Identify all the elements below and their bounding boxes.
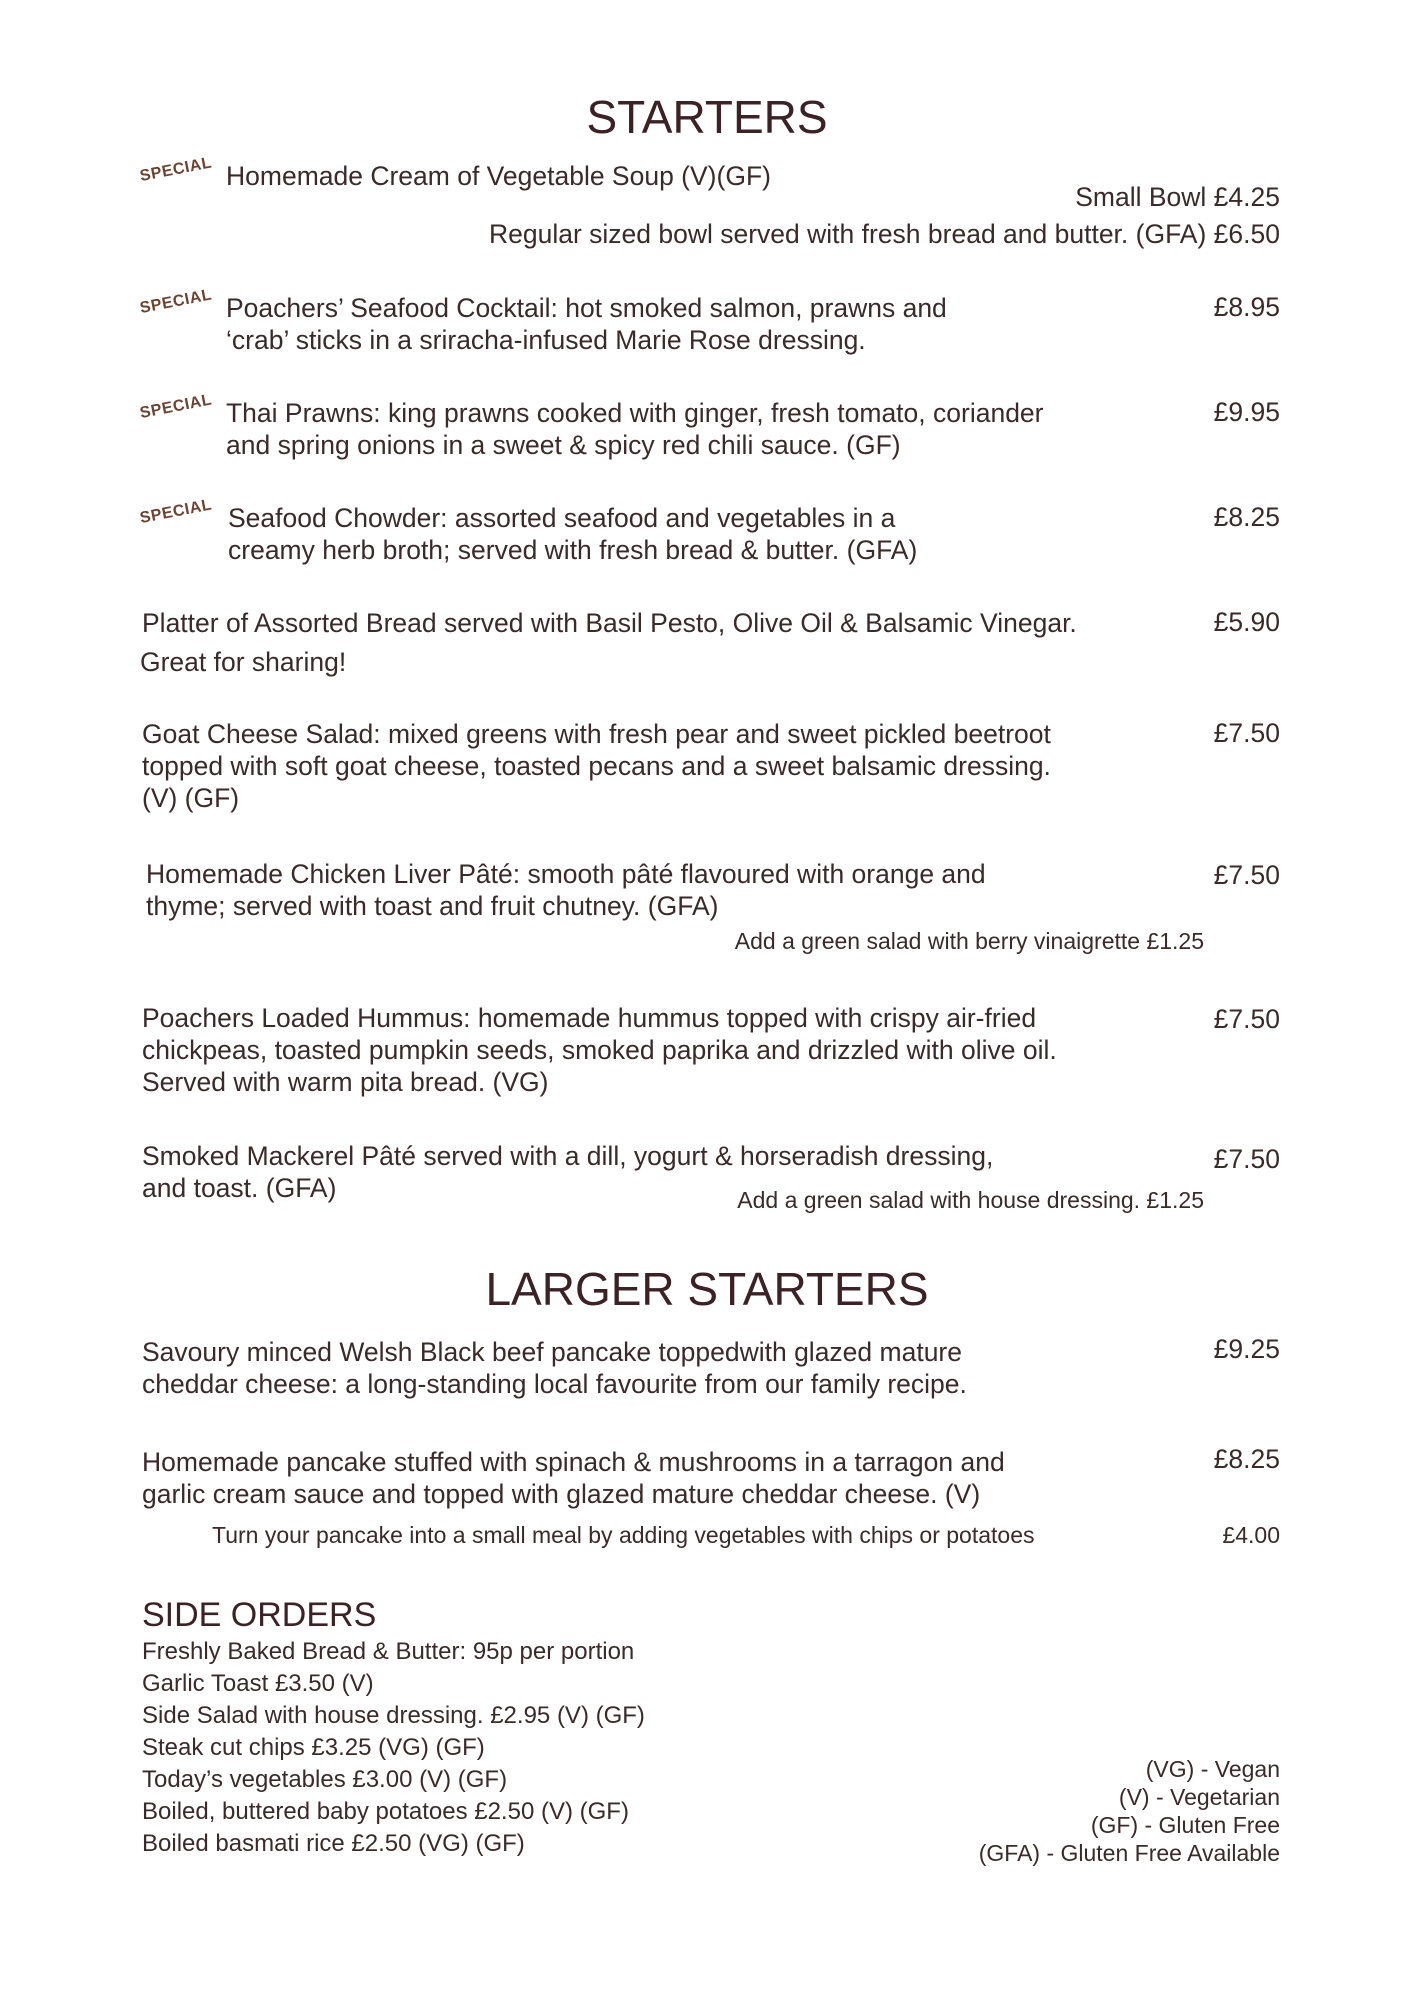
cocktail-line-2: ‘crab’ sticks in a sriracha-infused Marie Rose dressing. xyxy=(226,325,866,355)
liver-line-1: Homemade Chicken Liver Pâté: smooth pâté flavoured with orange and xyxy=(146,859,986,889)
mackerel-line-1: Smoked Mackerel Pâté served with a dill, yogurt & horseradish dressing, xyxy=(142,1141,994,1171)
spinach-price: £8.25 xyxy=(1213,1444,1280,1474)
beef-line-2: cheddar cheese: a long-standing local favourite from our family recipe. xyxy=(142,1369,967,1399)
spinach-line-2: garlic cream sauce and topped with glazed mature cheddar cheese. (V) xyxy=(142,1479,981,1509)
thai-description xyxy=(226,397,1044,461)
soup-small-bowl: Small Bowl £4.25 xyxy=(1075,182,1280,212)
bread-price: £5.90 xyxy=(1213,607,1280,637)
liver-addon: Add a green salad with berry vinaigrette £1.25 xyxy=(734,928,1204,954)
key-vegan: (VG) - Vegan xyxy=(1145,1756,1280,1782)
side-item: Freshly Baked Bread & Butter: 95p per portion xyxy=(142,1638,635,1665)
spinach-line-1: Homemade pancake stuffed with spinach & mushrooms in a tarragon and xyxy=(142,1447,1005,1477)
side-item: Side Salad with house dressing. £2.95 (V) (GF) xyxy=(142,1702,645,1729)
cocktail-line-1: Poachers’ Seafood Cocktail: hot smoked salmon, prawns and xyxy=(226,293,947,323)
thai-line-1: Thai Prawns: king prawns cooked with ginger, fresh tomato, coriander xyxy=(226,398,1044,428)
goat-line-2: topped with soft goat cheese, toasted pecans and a sweet balsamic dressing. xyxy=(142,751,1051,781)
mackerel-price: £7.50 xyxy=(1213,1144,1280,1174)
meal-price: £4.00 xyxy=(1222,1522,1280,1548)
hummus-line-1: Poachers Loaded Hummus: homemade hummus topped with crispy air-fried xyxy=(142,1003,1037,1033)
soup-regular-bowl: Regular sized bowl served with fresh bread and butter. (GFA) £6.50 xyxy=(488,219,1280,249)
hummus-price: £7.50 xyxy=(1213,1004,1280,1034)
hummus-line-3: Served with warm pita bread. (VG) xyxy=(142,1067,549,1097)
chowder-price: £8.25 xyxy=(1213,502,1280,532)
side-item: Boiled, buttered baby potatoes £2.50 (V) (GF) xyxy=(142,1798,629,1825)
larger-starters-heading: LARGER STARTERS xyxy=(485,1263,929,1315)
mackerel-addon: Add a green salad with house dressing. £1.25 xyxy=(737,1187,1204,1213)
key-gluten-free-available: (GFA) - Gluten Free Available xyxy=(978,1840,1280,1866)
special-badge: SPECIAL xyxy=(138,154,214,186)
special-badge: SPECIAL xyxy=(138,391,214,423)
goat-line-3: (V) (GF) xyxy=(142,783,240,813)
key-gluten-free: (GF) - Gluten Free xyxy=(1090,1812,1280,1838)
beef-line-1: Savoury minced Welsh Black beef pancake toppedwith glazed mature xyxy=(142,1337,962,1367)
special-badge: SPECIAL xyxy=(138,286,214,318)
bread-line-2: Great for sharing! xyxy=(140,647,347,677)
goat-price: £7.50 xyxy=(1213,718,1280,748)
meal-note: Turn your pancake into a small meal by adding vegetables with chips or potatoes xyxy=(212,1522,1035,1548)
side-item: Today’s vegetables £3.00 (V) (GF) xyxy=(142,1766,508,1793)
goat-description xyxy=(142,718,1051,814)
dietary-key xyxy=(979,1755,1280,1867)
side-orders-heading: SIDE ORDERS xyxy=(142,1596,377,1634)
beef-price: £9.25 xyxy=(1213,1334,1280,1364)
special-badge: SPECIAL xyxy=(138,496,214,528)
soup-name: Homemade Cream of Vegetable Soup (V)(GF) xyxy=(226,161,771,191)
spinach-description xyxy=(142,1446,1005,1510)
side-item: Steak cut chips £3.25 (VG) (GF) xyxy=(142,1734,485,1761)
chowder-line-1: Seafood Chowder: assorted seafood and vegetables in a xyxy=(228,503,896,533)
cocktail-description xyxy=(226,292,947,356)
starters-heading: STARTERS xyxy=(586,91,828,143)
beef-description xyxy=(142,1336,967,1400)
liver-description xyxy=(146,858,986,922)
key-vegetarian: (V) - Vegetarian xyxy=(1118,1784,1280,1810)
side-item: Boiled basmati rice £2.50 (VG) (GF) xyxy=(142,1830,525,1857)
hummus-description xyxy=(142,1002,1057,1098)
liver-price: £7.50 xyxy=(1213,860,1280,890)
thai-line-2: and spring onions in a sweet & spicy red chili sauce. (GF) xyxy=(226,430,901,460)
thai-price: £9.95 xyxy=(1213,397,1280,427)
liver-line-2: thyme; served with toast and fruit chutney. (GFA) xyxy=(146,891,719,921)
mackerel-line-2: and toast. (GFA) xyxy=(142,1173,337,1203)
side-orders-list xyxy=(142,1636,645,1860)
hummus-line-2: chickpeas, toasted pumpkin seeds, smoked paprika and drizzled with olive oil. xyxy=(142,1035,1057,1065)
goat-line-1: Goat Cheese Salad: mixed greens with fresh pear and sweet pickled beetroot xyxy=(142,719,1051,749)
side-item: Garlic Toast £3.50 (V) xyxy=(142,1670,374,1697)
chowder-description xyxy=(228,502,917,566)
cocktail-price: £8.95 xyxy=(1213,292,1280,322)
bread-line-1: Platter of Assorted Bread served with Basil Pesto, Olive Oil & Balsamic Vinegar. xyxy=(142,608,1077,638)
chowder-line-2: creamy herb broth; served with fresh bread & butter. (GFA) xyxy=(228,535,918,565)
